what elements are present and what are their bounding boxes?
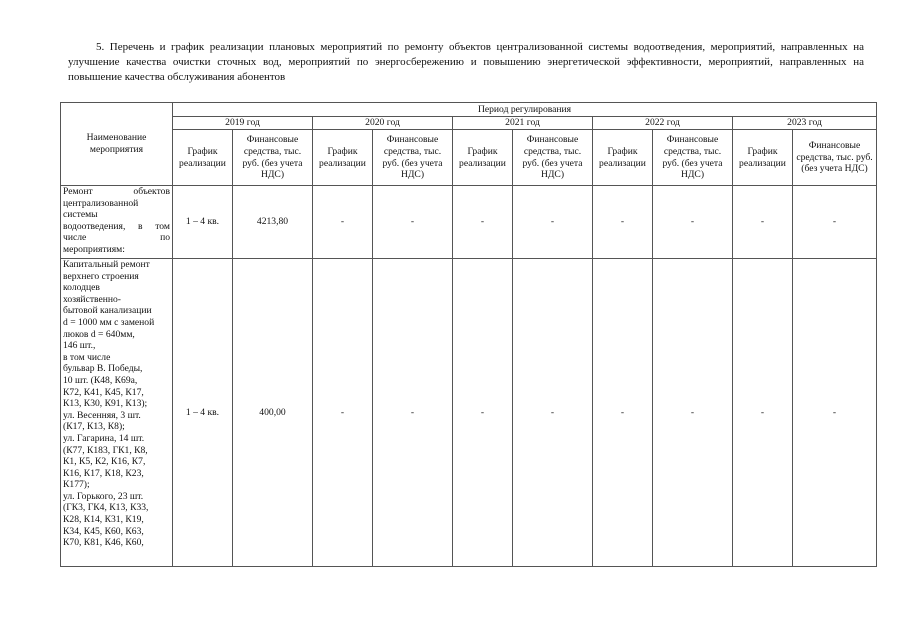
year-header-2023: 2023 год — [733, 117, 877, 130]
row-name — [61, 186, 173, 259]
row-name-line: Ремонт объектов — [63, 186, 170, 197]
row-name-line: ул. Весенняя, 3 шт. — [63, 409, 141, 421]
subheader-finance-2023: Финансовые средства, тыс. руб. (без учета НДС) — [793, 130, 877, 186]
row-name-line: Капитальный ремонт — [63, 259, 150, 270]
subheader-schedule-2023: График реализации — [733, 130, 793, 186]
year-header-2021: 2021 год — [453, 117, 593, 130]
row-name-line: К13, К30, К91, К13); — [63, 398, 148, 410]
row-name-line: системы — [63, 209, 98, 221]
row-name-line: ул. Гагарина, 14 шт. — [63, 432, 145, 444]
row-name-line: водоотведения, в том — [63, 220, 170, 232]
subheader-schedule-2022: График реализации — [593, 130, 653, 186]
subheader-finance-2022: Финансовые средства, тыс. руб. (без учета НДС) — [653, 130, 733, 186]
finance-2022: - — [653, 259, 733, 567]
period-header: Период регулирования — [173, 103, 877, 117]
row-name-line: (К77, К183, ГК1, К8, — [63, 444, 148, 456]
row-name-line: К1, К5, К2, К16, К7, — [63, 456, 146, 468]
year-header-2019: 2019 год — [173, 117, 313, 130]
row-name-line: люков d = 640мм, — [63, 328, 135, 340]
finance-2023: - — [793, 259, 877, 567]
schedule-2019: 1 – 4 кв. — [173, 259, 233, 567]
row-name-line: 10 шт. (К48, К69а, — [63, 374, 138, 386]
row-name-line: хозяйственно- — [63, 293, 122, 305]
subheader-finance-2020: Финансовые средства, тыс. руб. (без учета НДС) — [373, 130, 453, 186]
row-name-line: (ГК3, ГК4, К13, К33, — [63, 502, 149, 514]
finance-2022: - — [653, 186, 733, 259]
schedule-2023: - — [733, 259, 793, 567]
schedule-2022: - — [593, 259, 653, 567]
row-name-line: К28, К14, К31, К19, — [63, 514, 144, 526]
row-name-line: К16, К17, К18, К23, — [63, 467, 144, 479]
finance-2019: 4213,80 — [233, 186, 313, 259]
row-name-line: 146 шт., — [63, 340, 96, 352]
year-header-2022: 2022 год — [593, 117, 733, 130]
row-name-line: ул. Горького, 23 шт. — [63, 490, 144, 502]
row-name-line: верхнего строения — [63, 270, 139, 282]
row-name-line: К70, К81, К46, К60, — [63, 537, 144, 549]
year-header-2020: 2020 год — [313, 117, 453, 130]
subheader-finance-2019: Финансовые средства, тыс. руб. (без учета НДС) — [233, 130, 313, 186]
finance-2019: 400,00 — [233, 259, 313, 567]
row-name-line: d = 1000 мм с заменой — [63, 316, 155, 328]
finance-2020: - — [373, 186, 453, 259]
row-name-line: колодцев — [63, 282, 100, 294]
schedule-2023: - — [733, 186, 793, 259]
subheader-schedule-2021: График реализации — [453, 130, 513, 186]
section-heading — [68, 40, 864, 85]
heading-line-2: направленных на улучшение качества очистки сточных вод, мероприятий по энергосбережению и повышению энергетической эффективности, — [68, 41, 864, 68]
schedule-2021: - — [453, 186, 513, 259]
row-name-line: числе по — [63, 232, 170, 244]
finance-2023: - — [793, 186, 877, 259]
row-name-line: бульвар В. Победы, — [63, 363, 143, 375]
schedule-2020: - — [313, 259, 373, 567]
schedule-2020: - — [313, 186, 373, 259]
row-name-line: К72, К41, К45, К17, — [63, 386, 144, 398]
finance-2021: - — [513, 186, 593, 259]
row-name-line: (К17, К13, К8); — [63, 421, 125, 433]
schedule-2021: - — [453, 259, 513, 567]
row-name-line: мероприятиям: — [63, 243, 125, 255]
row-name-line: централизованной — [63, 197, 139, 209]
schedule-2019: 1 – 4 кв. — [173, 186, 233, 259]
finance-2021: - — [513, 259, 593, 567]
col-header-name: Наименование мероприятия — [61, 103, 173, 186]
subheader-finance-2021: Финансовые средства, тыс. руб. (без учета НДС) — [513, 130, 593, 186]
row-name-line: К34, К45, К60, К63, — [63, 525, 144, 537]
finance-2020: - — [373, 259, 453, 567]
subheader-schedule-2020: График реализации — [313, 130, 373, 186]
row-name-line: К177); — [63, 479, 90, 491]
subheader-schedule-2019: График реализации — [173, 130, 233, 186]
schedule-table — [60, 102, 877, 567]
table-row — [61, 186, 877, 259]
row-name — [61, 259, 173, 567]
heading-line-1: 5. Перечень и график реализации плановых мероприятий по ремонту объектов централизованной системы водоотведения, мероприятий, — [96, 41, 776, 53]
row-name-line: в том числе — [63, 351, 111, 363]
row-name-line: бытовой канализации — [63, 305, 152, 317]
schedule-2022: - — [593, 186, 653, 259]
table-row — [61, 259, 877, 567]
heading-line-3: мероприятий, направленных на повышение качества обслуживания абонентов — [68, 56, 865, 83]
